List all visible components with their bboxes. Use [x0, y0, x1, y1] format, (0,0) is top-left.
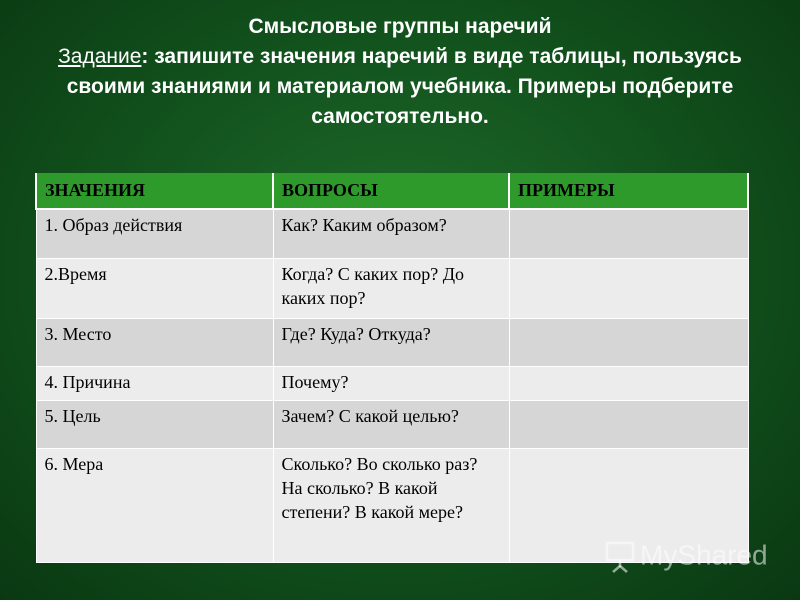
cell-examples — [509, 400, 748, 448]
title-line: Смысловые группы наречий — [248, 15, 552, 38]
watermark-text: MyShared — [640, 539, 768, 571]
cell-questions: Где? Куда? Откуда? — [273, 318, 509, 366]
cell-questions: Сколько? Во сколько раз? На сколько? В какой степени? В какой мере? — [273, 448, 509, 562]
task-statement — [20, 42, 780, 132]
cell-examples — [509, 366, 748, 400]
adverb-table-container — [35, 173, 747, 563]
table-row — [36, 366, 748, 400]
header-examples: ПРИМЕРЫ — [509, 173, 748, 209]
header-meanings: ЗНАЧЕНИЯ — [36, 173, 273, 209]
adverb-groups-table — [35, 173, 749, 563]
table-header-row — [36, 173, 748, 209]
table-row — [36, 258, 748, 318]
cell-questions: Как? Каким образом? — [273, 209, 509, 258]
cell-meaning: 5. Цель — [36, 400, 273, 448]
cell-examples — [509, 318, 748, 366]
cell-meaning: 6. Мера — [36, 448, 273, 562]
cell-meaning: 4. Причина — [36, 366, 273, 400]
table-row — [36, 400, 748, 448]
task-word: Задание — [58, 45, 142, 68]
cell-examples — [509, 258, 748, 318]
watermark — [604, 534, 784, 574]
presentation-icon — [604, 539, 636, 573]
cell-meaning: 2.Время — [36, 258, 273, 318]
table-row — [36, 318, 748, 366]
cell-meaning: 3. Место — [36, 318, 273, 366]
task-text: : запишите значения наречий в виде таблицы, пользуясь своими знаниями и материалом учебника. Примеры подберите самостоятельно. — [66, 45, 742, 128]
cell-questions: Зачем? С какой целью? — [273, 400, 509, 448]
header-questions: ВОПРОСЫ — [273, 173, 509, 209]
cell-questions: Когда? С каких пор? До каких пор? — [273, 258, 509, 318]
cell-meaning: 1. Образ действия — [36, 209, 273, 258]
slide-title — [20, 12, 780, 132]
table-row — [36, 209, 748, 258]
cell-questions: Почему? — [273, 366, 509, 400]
cell-examples — [509, 209, 748, 258]
